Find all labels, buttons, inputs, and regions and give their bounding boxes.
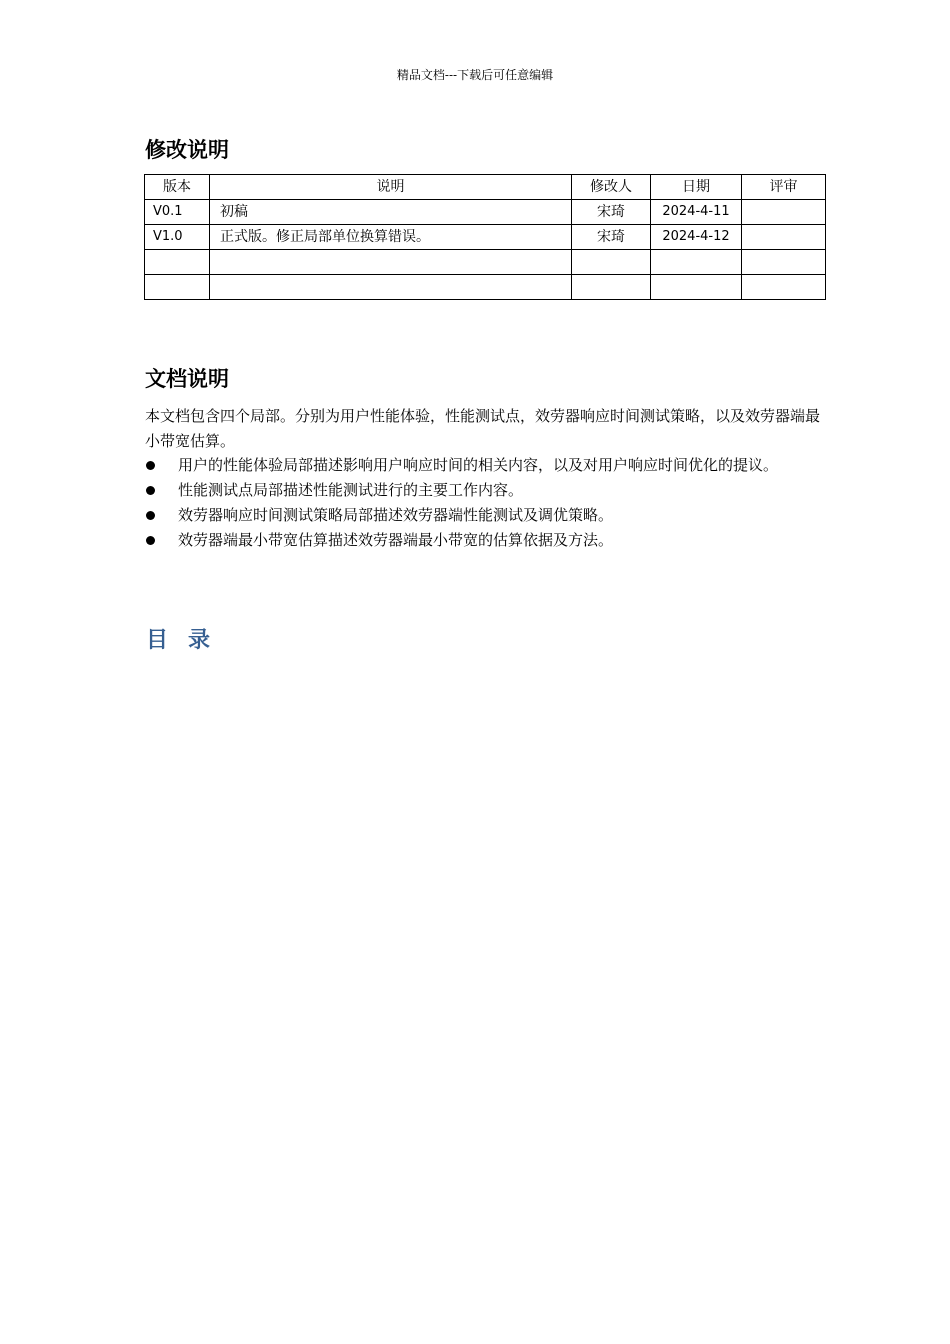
bullet-list	[145, 453, 820, 553]
cell-review	[742, 250, 826, 275]
cell-description	[210, 250, 572, 275]
cell-author: 宋琦	[572, 200, 651, 225]
revision-table	[144, 174, 826, 300]
bullet-icon	[146, 511, 155, 520]
column-header-version: 版本	[145, 175, 210, 200]
list-item-text: 效劳器端最小带宽估算描述效劳器端最小带宽的估算依据及方法。	[178, 531, 614, 549]
cell-author	[572, 275, 651, 300]
table-row	[145, 200, 826, 225]
doc-intro-paragraph: 本文档包含四个局部。分别为用户性能体验，性能测试点，效劳器响应时间测试策略，以及效劳器端最小带宽估算。	[145, 407, 821, 450]
column-header-review: 评审	[742, 175, 826, 200]
cell-review	[742, 275, 826, 300]
revision-heading: 修改说明	[145, 138, 229, 162]
bullet-icon	[146, 536, 155, 545]
cell-description: 初稿	[210, 200, 572, 225]
cell-review	[742, 225, 826, 250]
column-header-date: 日期	[651, 175, 742, 200]
bullet-icon	[146, 461, 155, 470]
cell-version: V0.1	[145, 200, 210, 225]
list-item	[145, 528, 820, 553]
table-row	[145, 250, 826, 275]
column-header-author: 修改人	[572, 175, 651, 200]
cell-description	[210, 275, 572, 300]
cell-date	[651, 250, 742, 275]
bullet-icon	[146, 486, 155, 495]
cell-version: V1.0	[145, 225, 210, 250]
toc-heading: 目录	[146, 628, 231, 653]
table-row	[145, 275, 826, 300]
cell-review	[742, 200, 826, 225]
cell-date	[651, 275, 742, 300]
cell-date: 2024-4-11	[651, 200, 742, 225]
list-item	[145, 478, 820, 503]
list-item	[145, 453, 820, 478]
list-item-text: 效劳器响应时间测试策略局部描述效劳器端性能测试及调优策略。	[178, 506, 614, 524]
cell-author	[572, 250, 651, 275]
page-header: 精品文档---下载后可任意编辑	[396, 68, 554, 82]
list-item	[145, 503, 820, 528]
cell-version	[145, 275, 210, 300]
doc-description-heading: 文档说明	[145, 367, 229, 391]
list-item-text: 性能测试点局部描述性能测试进行的主要工作内容。	[178, 481, 524, 499]
cell-version	[145, 250, 210, 275]
table-row	[145, 225, 826, 250]
list-item-text: 用户的性能体验局部描述影响用户响应时间的相关内容，以及对用户响应时间优化的提议。	[178, 456, 779, 474]
cell-description: 正式版。修正局部单位换算错误。	[210, 225, 572, 250]
column-header-description: 说明	[210, 175, 572, 200]
table-header-row	[145, 175, 826, 200]
cell-author: 宋琦	[572, 225, 651, 250]
cell-date: 2024-4-12	[651, 225, 742, 250]
